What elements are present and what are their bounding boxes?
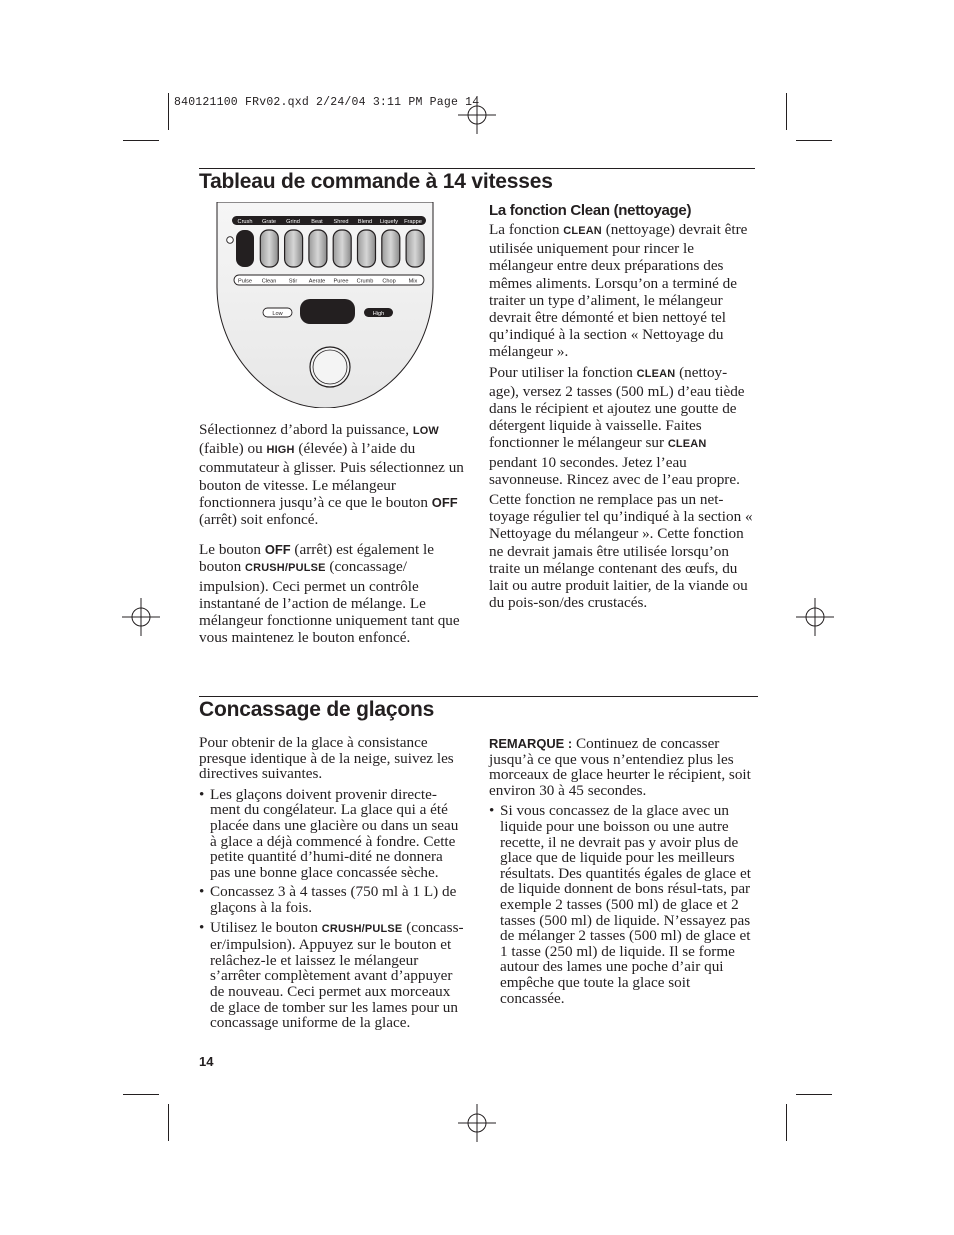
power-paragraph: Sélectionnez d’abord la puissance, LOW (faible) ou HIGH (élevée) à l’aide du commutateur à glisser. Puis sélectionnez un bouton de vitesse. Le mélangeur fonctionnera jusqu’à ce que le bouton OFF (arrêt) soit enfoncé.: [199, 421, 464, 529]
ice-intro: Pour obtenir de la glace à consistance presque identique à de la neige, suivez les directives suivantes.: [199, 734, 454, 783]
speed-label-bottom: Clean: [261, 278, 277, 285]
speed-button: [260, 230, 278, 267]
speed-label-bottom: Chop: [382, 278, 396, 285]
page-number: 14: [199, 1054, 214, 1069]
speed-label-bottom: Pulse: [238, 278, 252, 285]
speed-button: [333, 230, 351, 267]
speed-label-top: Shred: [333, 219, 349, 225]
crop-mark: [786, 1104, 787, 1141]
control-panel-illustration: [215, 202, 435, 408]
off-button-paragraph: Le bouton OFF (arrêt) est également le bouton CRUSH/PULSE (concassage/ impulsion). Ceci permet un contrôle instantané de l’action de mélange. Le mélangeur fonctionne uniquement tant que vous maintenez le bouton enfoncé.: [199, 541, 460, 647]
section-title: Concassage de glaçons: [199, 698, 435, 721]
crop-mark: [168, 1104, 169, 1141]
ice-left-column: [199, 735, 466, 1035]
speed-label-bottom: Mix: [408, 278, 418, 285]
section-title: Tableau de commande à 14 vitesses: [199, 170, 553, 193]
speed-label-bottom: Crumb: [356, 278, 374, 285]
speed-button: [285, 230, 303, 267]
speed-label-top: Grind: [286, 219, 300, 225]
clean-paragraph-3: Cette fonction ne remplace pas un net-toyage régulier tel qu’indiqué à la section « Nettoyage du mélangeur ». Cette fonction ne devrait jamais être utilisée lorsqu’on traite un mélange contenant des œufs, du lait ou autre produit laitier, de la viande ou du pois-son/des crustacés.: [489, 491, 753, 612]
crop-mark: [168, 93, 169, 130]
ice-right-column: [489, 736, 757, 1010]
speed-label-top: Grate: [262, 219, 276, 225]
clean-paragraph-2: Pour utiliser la fonction CLEAN (nettoy-age), versez 2 tasses (500 mL) d’eau tiède dans le récipient et ajoutez une goutte de détergent liquide à vaisselle. Faites fonctionner le mélangeur sur CLEAN pendant 10 secondes. Jetez l’eau savonneuse. Rincez avec de l’eau propre.: [489, 363, 745, 488]
right-column-text: [489, 221, 757, 614]
registration-mark-icon: [796, 598, 834, 636]
speed-button: [358, 230, 376, 267]
speed-label-bottom: Aerate: [308, 278, 326, 285]
speed-button: [382, 230, 400, 267]
speed-label-top: Crush: [237, 219, 253, 225]
speed-label-top: Beat: [311, 219, 323, 225]
speed-label-top: Liquefy: [379, 219, 399, 225]
speed-label-top: Frappe: [404, 219, 422, 225]
speed-button: [406, 230, 424, 267]
left-column-text: [199, 421, 469, 649]
registration-mark-icon: [458, 96, 496, 134]
list-item: • Les glaçons doivent provenir directe-ment du congélateur. La glace qui a été placée dans une glacière ou dans un seau à glace a déjà commencé à fondre. Cette petite quantité d’humi-dité ne donnera pas une bonne glace concassée sèche.: [199, 787, 466, 881]
section-rule: [199, 168, 755, 169]
list-item: • Concassez 3 à 4 tasses (750 ml à 1 L) de glaçons à la fois.: [199, 884, 466, 915]
list-item: • Si vous concassez de la glace avec un liquide pour une boisson ou une autre recette, il ne devrait pas y avoir plus de glace que de liquide pour les meilleurs résultats. Des quantités égales de glace et de liquide donnent de bons résul-tats, par exemple 2 tasses (500 ml) de glace et 2 tasses (500 ml) de liquide. N’essayez pas de mélanger 2 tasses (500 ml) de glace et 1 tasse (250 ml) de liquide. Il se forme autour des lames une poche d’air qui empêche que toute la glace soit concassée.: [489, 803, 757, 1006]
high-label: High: [372, 311, 385, 317]
registration-mark-icon: [458, 1104, 496, 1142]
clean-paragraph-1: La fonction CLEAN (nettoyage) devrait être utilisée uniquement pour rincer le mélangeur entre deux préparations des mêmes aliments. Lorsqu’on a terminé de traiter un type d’aliment, le mélangeur devrait être démonté et bien nettoyé tel qu’indiqué à la section « Nettoyage du mélangeur ».: [489, 221, 748, 361]
speed-label-bottom: Stir: [288, 278, 298, 285]
remark-paragraph: REMARQUE : Continuez de concasser jusqu’à ce que vous n’entendiez plus les morceaux de glace heurter le récipient, soit environ 30 à 45 secondes.: [489, 735, 751, 799]
low-label: Low: [272, 311, 283, 317]
crop-mark: [123, 1094, 159, 1095]
registration-mark-icon: [122, 598, 160, 636]
crop-mark: [123, 140, 159, 141]
section-rule: [199, 696, 758, 697]
speed-label-top: Blend: [357, 219, 373, 225]
crop-mark: [796, 140, 832, 141]
crop-mark: [786, 93, 787, 130]
speed-button: [309, 230, 327, 267]
print-slug: 840121100 FRv02.qxd 2/24/04 3:11 PM Page 14: [174, 96, 480, 109]
clean-heading: La fonction Clean (nettoyage): [489, 202, 692, 219]
speed-label-bottom: Puree: [333, 278, 349, 285]
list-item: • Utilisez le bouton CRUSH/PULSE (concass-er/impulsion). Appuyez sur le bouton et relâchez-le et laissez le mélangeur s’arrêter complètement avant d’appuyer de nouveau. Ceci permet aux morceaux de glace de tomber sur les lames pour un concassage uniforme de la glace.: [199, 920, 466, 1031]
crop-mark: [796, 1094, 832, 1095]
